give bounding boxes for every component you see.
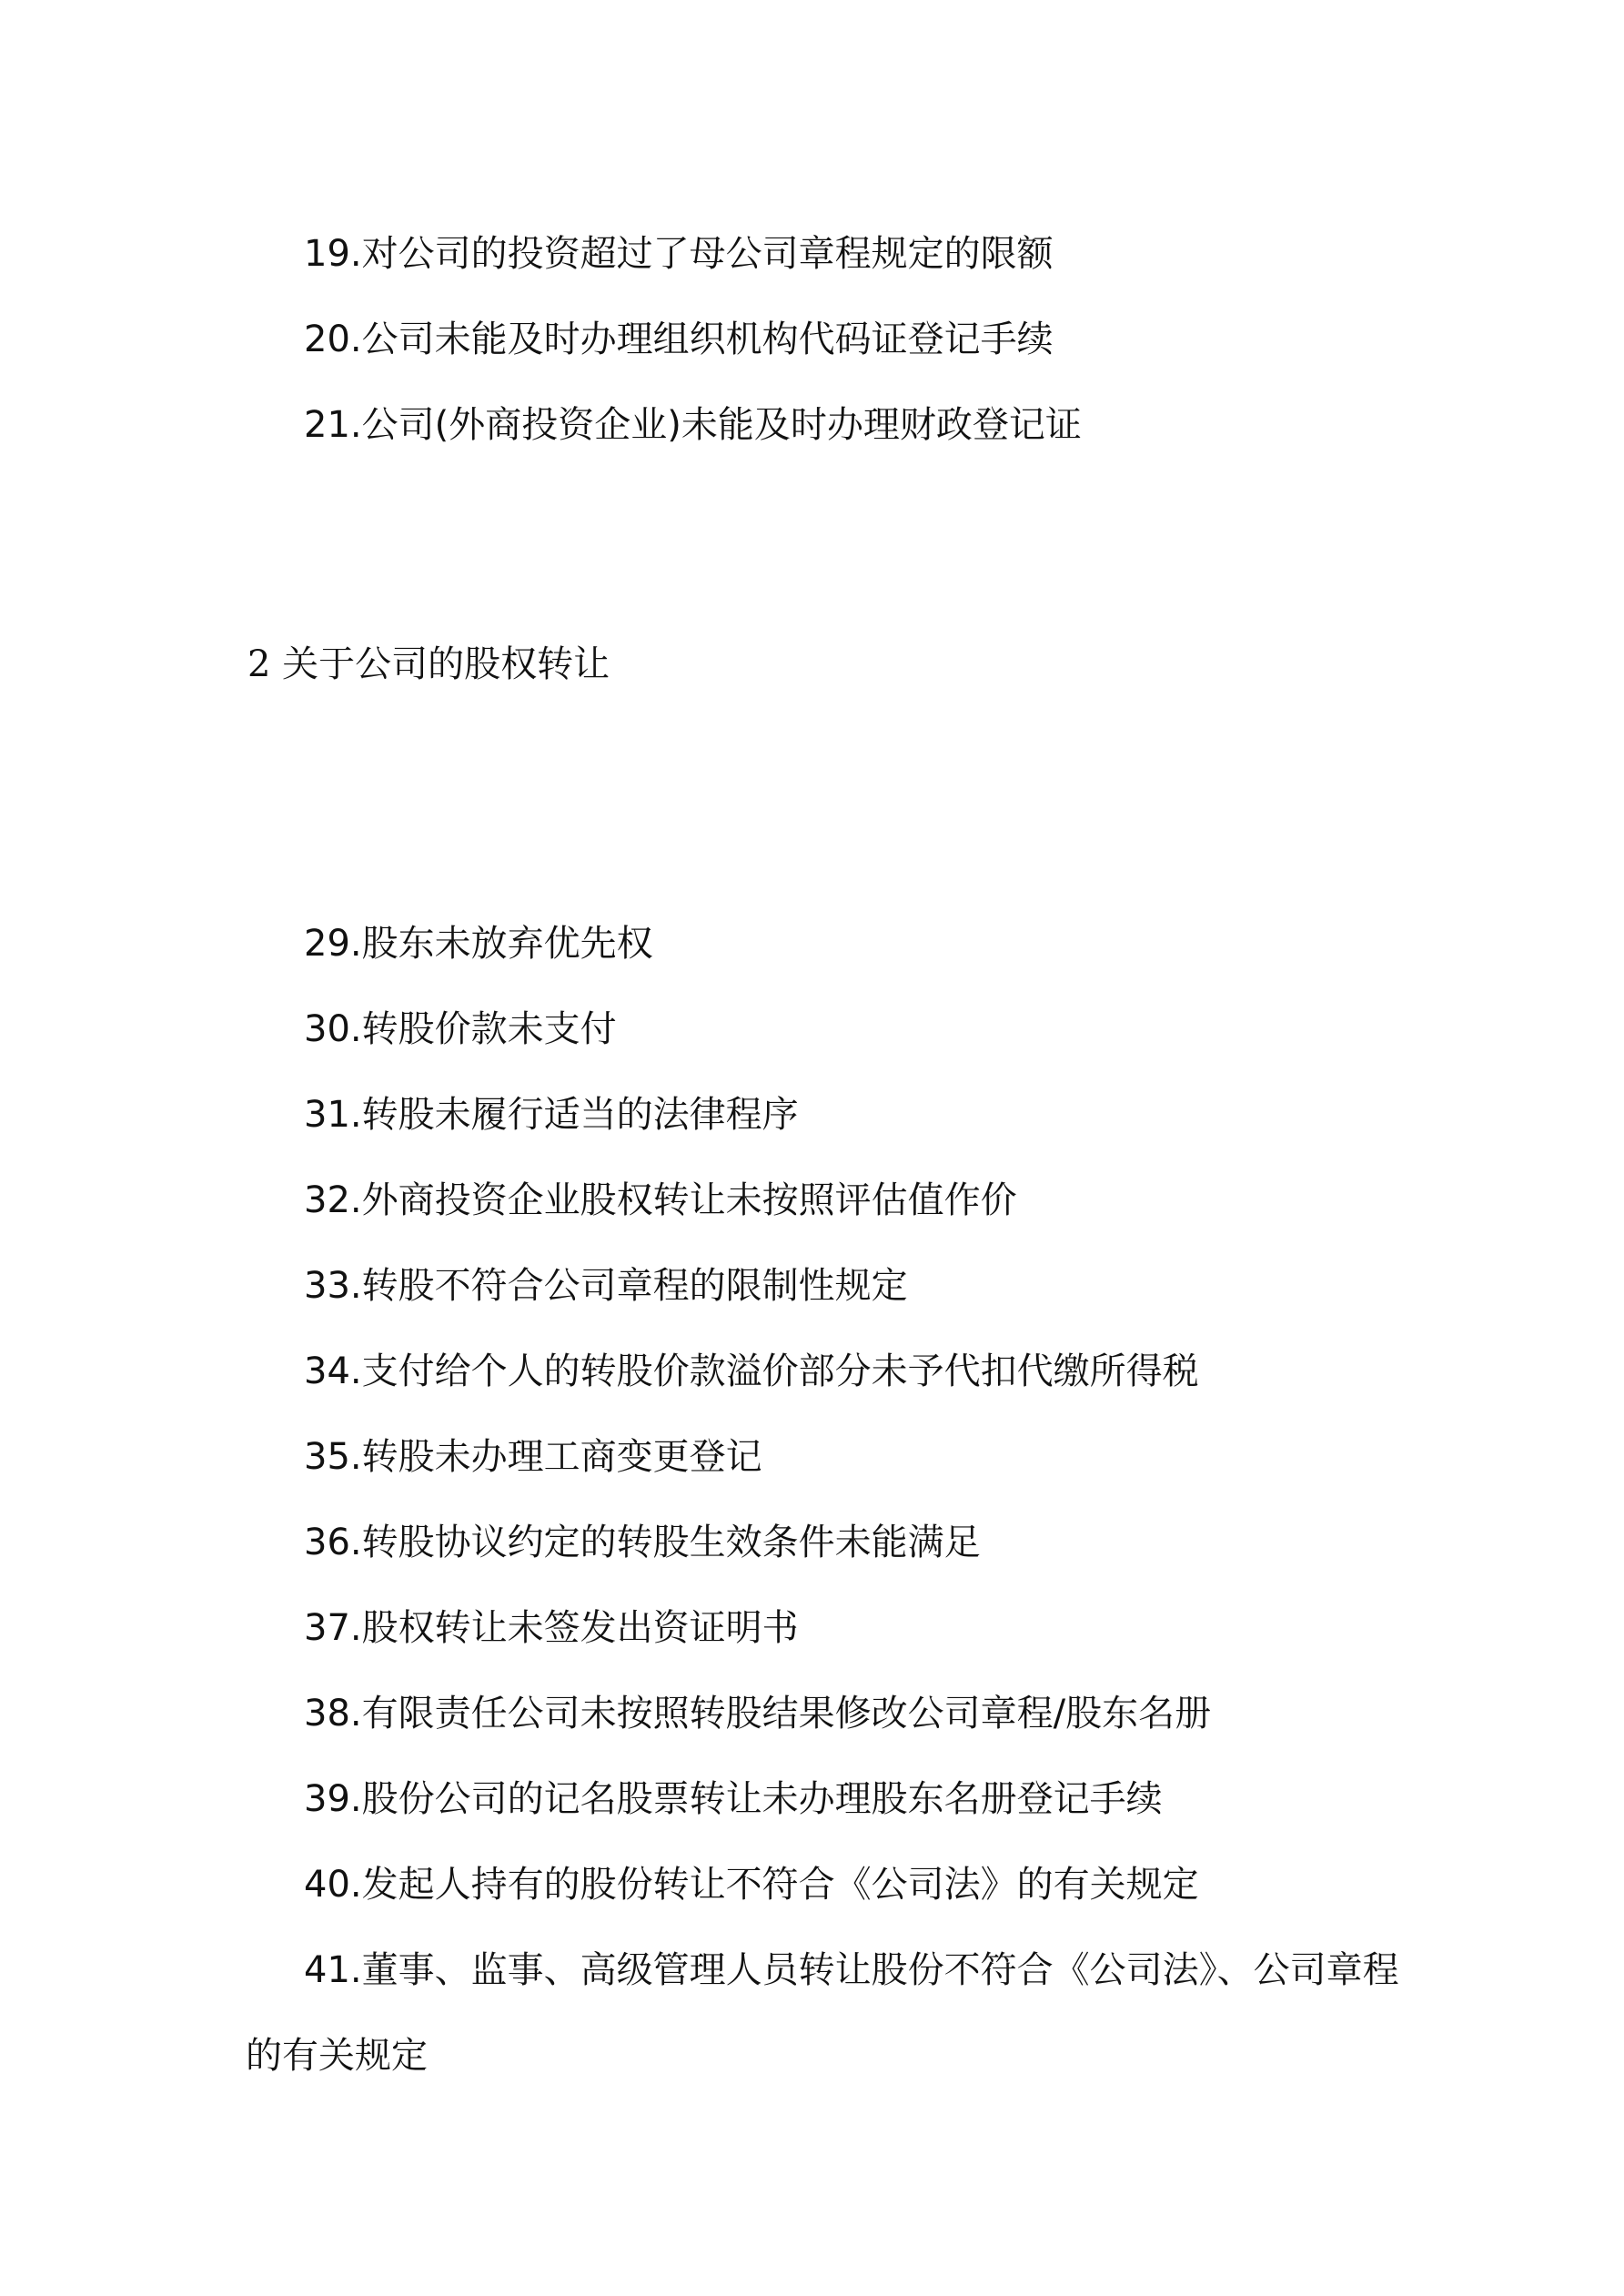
list-item: 30.转股价款未支付 (304, 1008, 617, 1050)
top-item-list (0, 211, 1624, 468)
list-item: 35.转股未办理工商变更登记 (304, 1436, 762, 1478)
list-item: 31.转股未履行适当的法律程序 (304, 1094, 799, 1136)
list-item: 29.股东未放弃优先权 (304, 923, 653, 965)
list-item: 21.公司(外商投资企业)未能及时办理财政登记证 (304, 404, 1082, 446)
section-item-list (0, 901, 1624, 2099)
list-item: 20.公司未能及时办理组织机构代码证登记手续 (304, 319, 1054, 360)
section-heading: 2 关于公司的股权转让 (247, 643, 610, 685)
list-item: 33.转股不符合公司章程的限制性规定 (304, 1265, 908, 1307)
list-item: 38.有限责任公司未按照转股结果修改公司章程/股东名册 (304, 1693, 1212, 1735)
list-item: 40.发起人持有的股份转让不符合《公司法》的有关规定 (304, 1864, 1199, 1906)
list-item: 36.转股协议约定的转股生效条件未能满足 (304, 1522, 981, 1563)
list-item: 34.支付给个人的转股价款溢价部分未予代扣代缴所得税 (304, 1350, 1199, 1392)
list-item: 19.对公司的投资超过了母公司章程规定的限额 (304, 233, 1054, 275)
list-item: 37.股权转让未签发出资证明书 (304, 1607, 799, 1649)
list-item: 39.股份公司的记名股票转让未办理股东名册登记手续 (304, 1778, 1163, 1820)
list-item: 41.董事、监事、高级管理人员转让股份不符合《公司法》、公司章程的有关规定 (246, 1949, 1399, 2077)
list-item: 32.外商投资企业股权转让未按照评估值作价 (304, 1179, 1017, 1221)
